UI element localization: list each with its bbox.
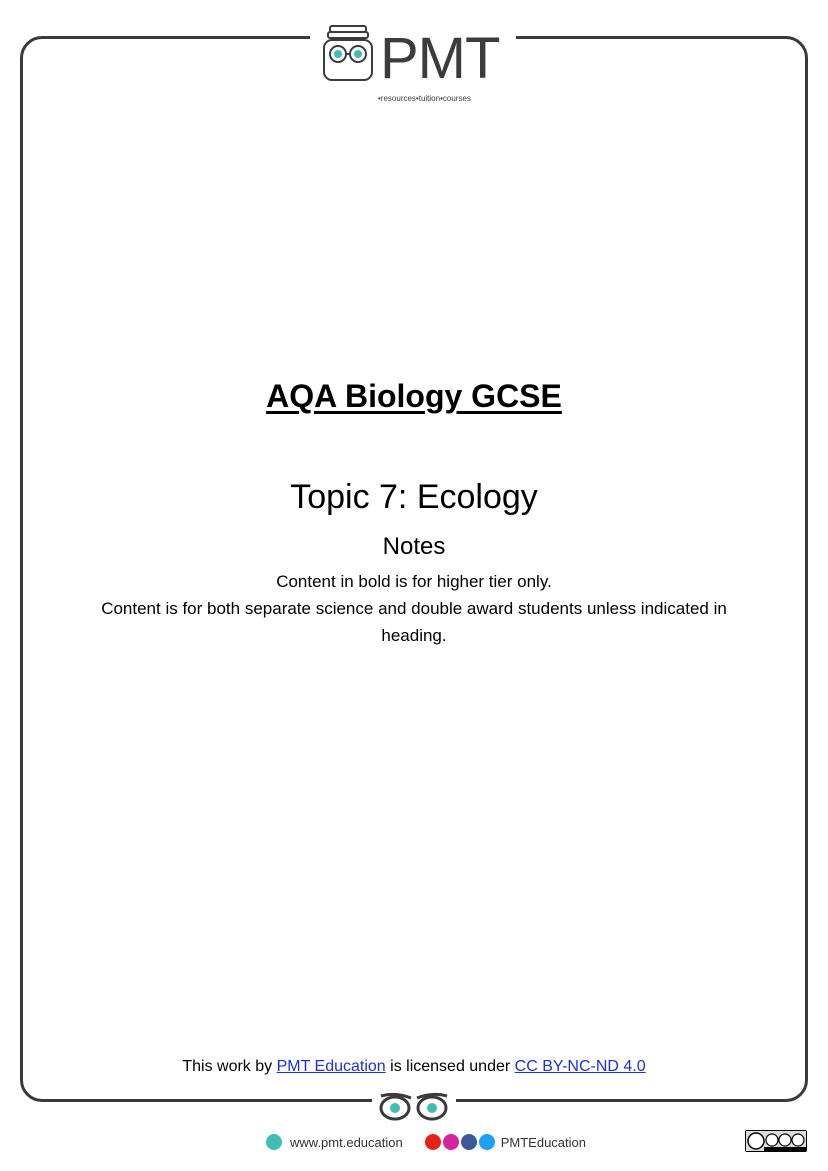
cursor-icon bbox=[266, 1134, 282, 1150]
cc-by-nc-nd-icon bbox=[746, 1131, 806, 1151]
pmt-logo bbox=[318, 20, 518, 103]
youtube-icon[interactable] bbox=[425, 1134, 441, 1150]
description-line-1: Content in bold is for higher tier only. bbox=[276, 572, 552, 591]
description-line-2: Content is for both separate science and double award students unless indicated in heading. bbox=[101, 599, 727, 645]
cc-license-link[interactable]: CC BY-NC-ND 4.0 bbox=[514, 1058, 646, 1075]
pmt-logo-icon bbox=[318, 20, 378, 90]
notes-subtitle: Notes bbox=[382, 533, 446, 560]
logo-tagline: •resources•tuition•courses bbox=[378, 94, 471, 103]
website-link[interactable]: www.pmt.education bbox=[290, 1134, 403, 1150]
instagram-icon[interactable] bbox=[443, 1134, 459, 1150]
twitter-icon[interactable] bbox=[479, 1134, 495, 1150]
document-title: AQA Biology GCSE bbox=[266, 378, 562, 414]
license-notice bbox=[0, 1058, 828, 1076]
pmt-education-link[interactable]: PMT Education bbox=[276, 1058, 386, 1075]
glasses-icon bbox=[377, 1092, 451, 1122]
description bbox=[100, 568, 728, 649]
logo-text: PMT bbox=[380, 26, 500, 91]
license-middle: is licensed under bbox=[385, 1058, 515, 1075]
footer bbox=[266, 1132, 586, 1152]
facebook-icon[interactable] bbox=[461, 1134, 477, 1150]
cc-license-badge bbox=[745, 1130, 807, 1152]
social-handle: PMTEducation bbox=[500, 1134, 586, 1150]
topic-heading: Topic 7: Ecology bbox=[290, 478, 538, 516]
license-prefix: This work by bbox=[182, 1058, 277, 1075]
